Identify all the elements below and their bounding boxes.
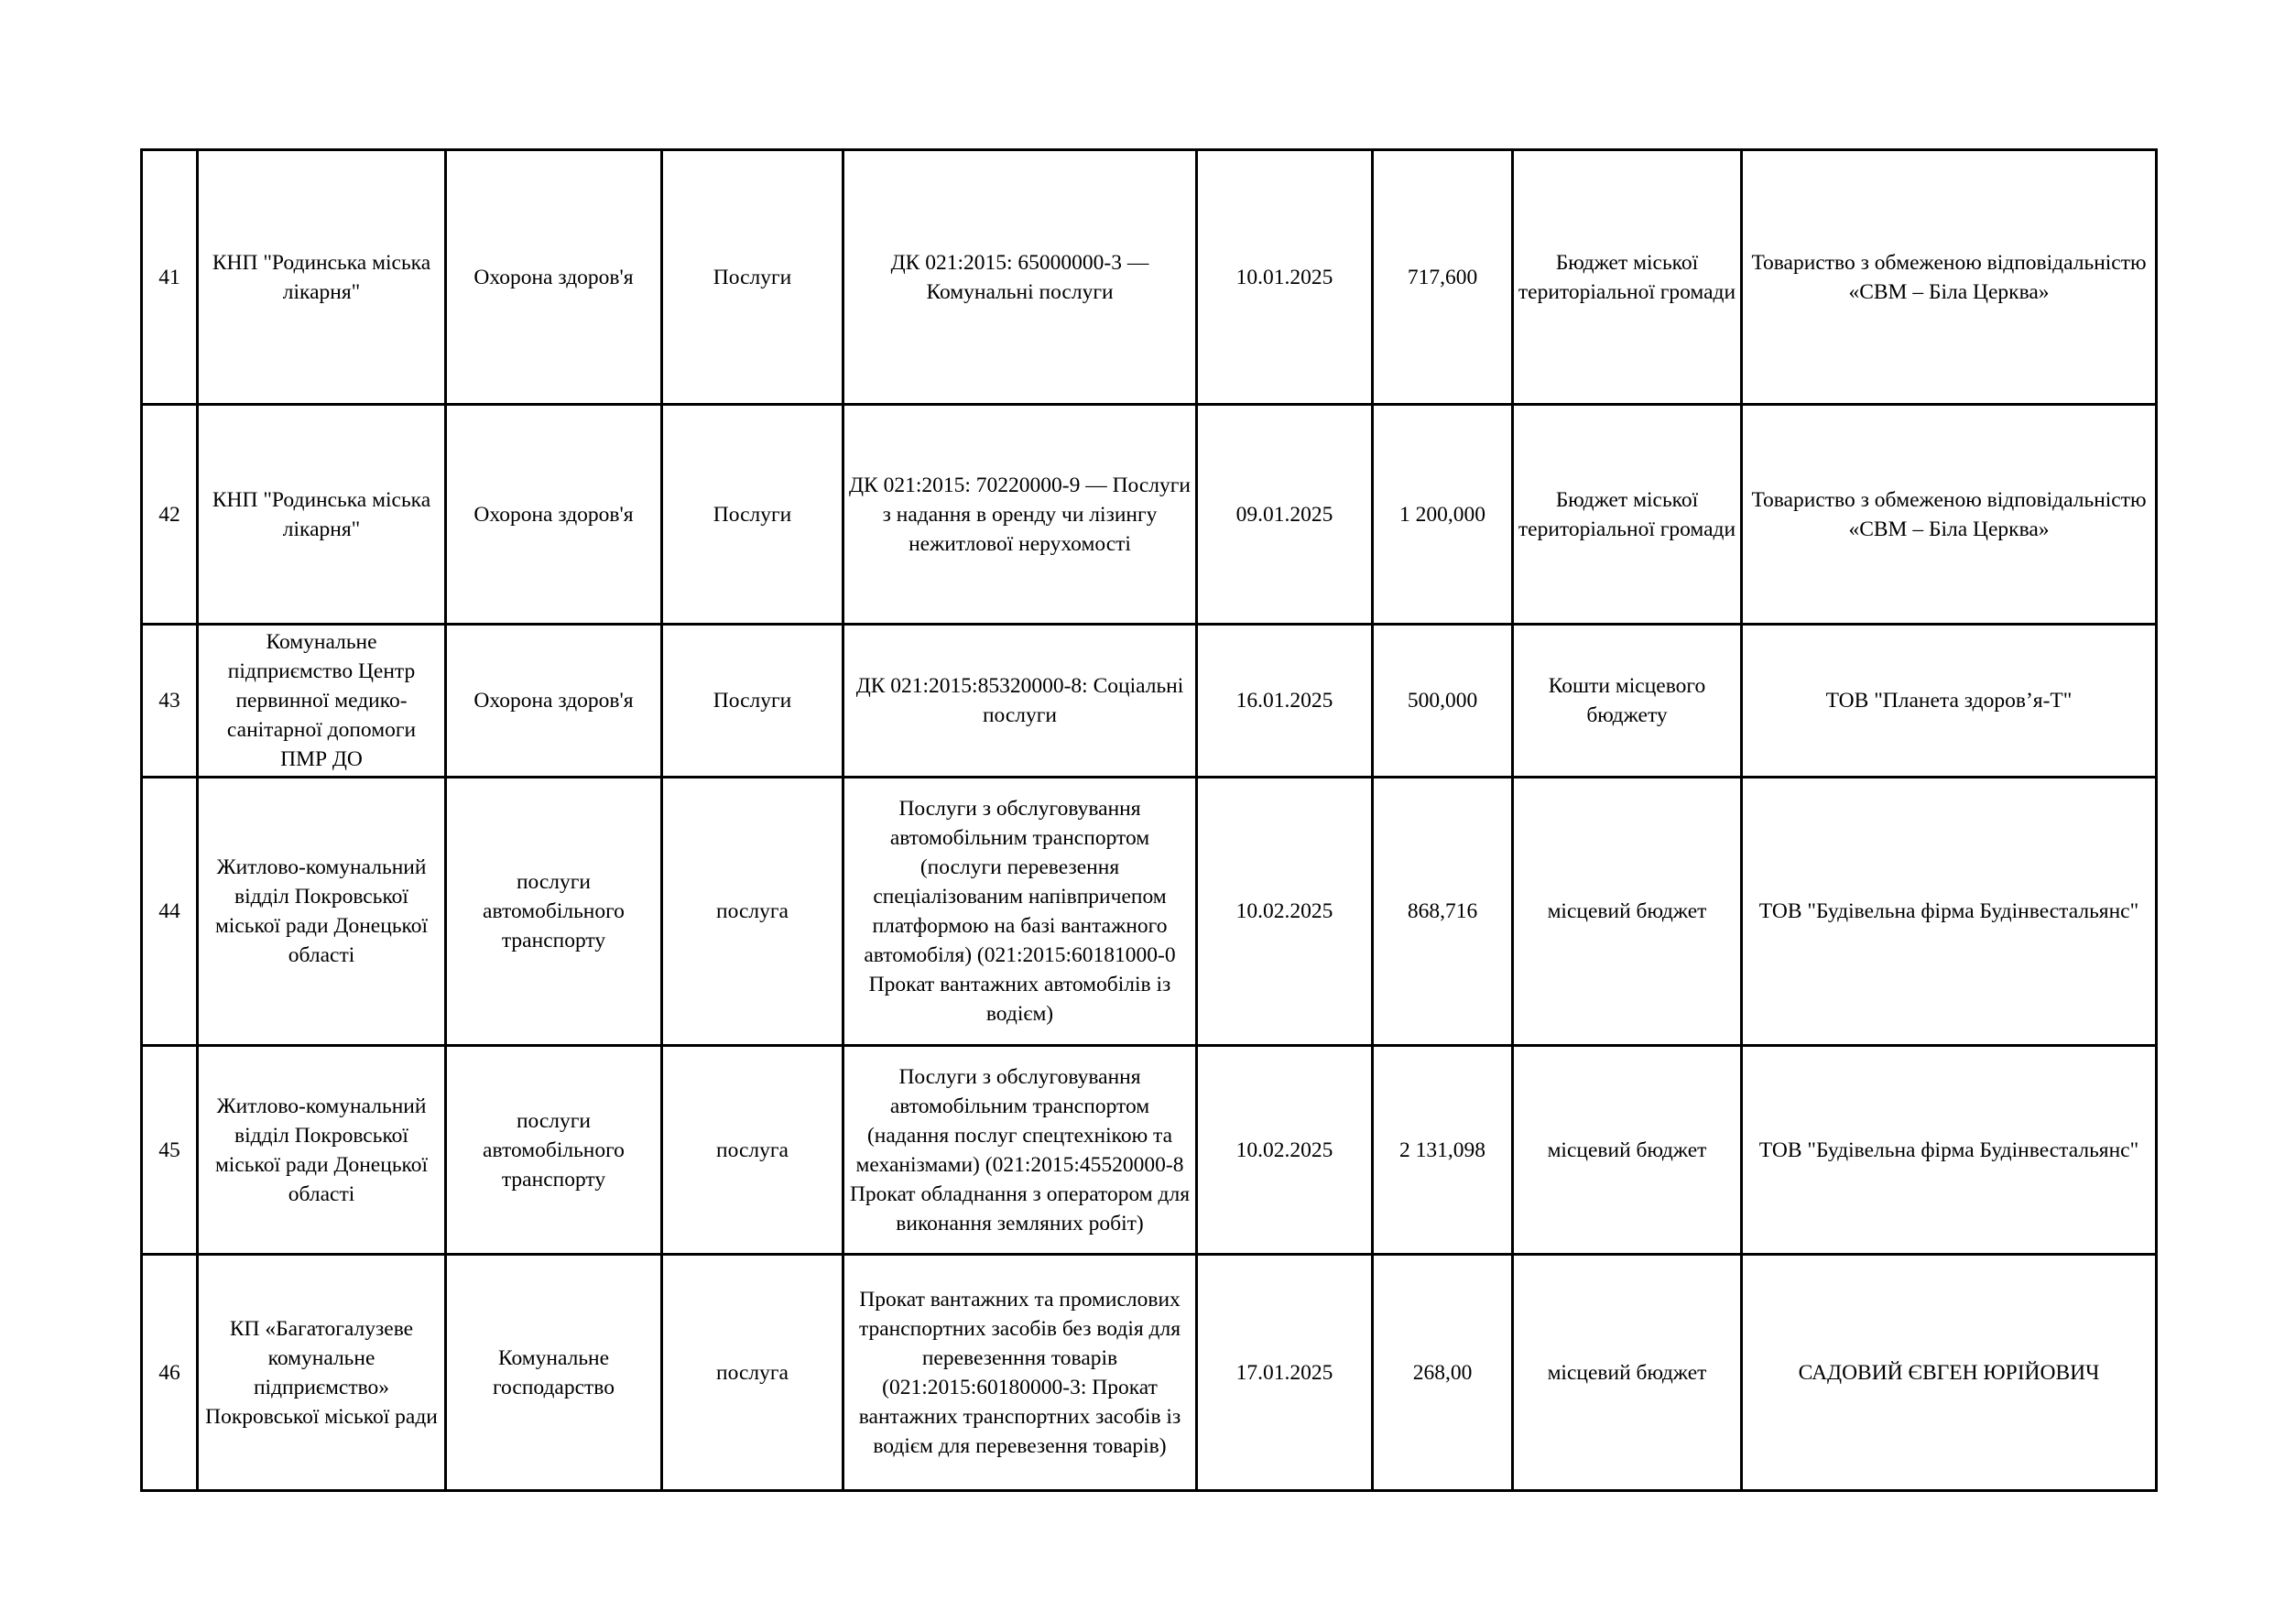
sector-cell: послуги автомобільного транспорту [446,778,662,1046]
date-cell: 17.01.2025 [1197,1255,1373,1491]
amount-cell: 868,716 [1373,778,1513,1046]
amount-cell: 1 200,000 [1373,405,1513,625]
subject-cell: ДК 021:2015: 70220000-9 — Послуги з надання в оренду чи лізингу нежитлової нерухомості [843,405,1197,625]
customer-cell: Комунальне підприємство Центр первинної медико-санітарної допомоги ПМР ДО [198,625,446,778]
customer-cell: КНП "Родинська міська лікарня" [198,405,446,625]
date-cell: 09.01.2025 [1197,405,1373,625]
amount-cell: 717,600 [1373,150,1513,405]
funding-cell: місцевий бюджет [1513,778,1742,1046]
row-number-cell: 43 [142,625,198,778]
sector-cell: послуги автомобільного транспорту [446,1046,662,1255]
date-cell: 10.02.2025 [1197,778,1373,1046]
subject-cell: ДК 021:2015:85320000-8: Соціальні послуги [843,625,1197,778]
type-cell: Послуги [662,625,843,778]
funding-cell: Бюджет міської територіальної громади [1513,150,1742,405]
funding-cell: Бюджет міської територіальної громади [1513,405,1742,625]
subject-cell: ДК 021:2015: 65000000-3 — Комунальні послуги [843,150,1197,405]
supplier-cell: Товариство з обмеженою відповідальністю «СВМ – Біла Церква» [1742,150,2157,405]
table-row [142,778,2157,1046]
type-cell: послуга [662,1255,843,1491]
customer-cell: Житлово-комунальний відділ Покровської міської ради Донецької області [198,778,446,1046]
date-cell: 16.01.2025 [1197,625,1373,778]
supplier-cell: Товариство з обмеженою відповідальністю «СВМ – Біла Церква» [1742,405,2157,625]
type-cell: Послуги [662,405,843,625]
amount-cell: 268,00 [1373,1255,1513,1491]
amount-cell: 500,000 [1373,625,1513,778]
row-number-cell: 46 [142,1255,198,1491]
date-cell: 10.01.2025 [1197,150,1373,405]
supplier-cell: ТОВ "Будівельна фірма Будінвестальянс" [1742,778,2157,1046]
table-row [142,405,2157,625]
procurement-table [140,148,2158,1492]
customer-cell: Житлово-комунальний відділ Покровської міської ради Донецької області [198,1046,446,1255]
row-number-cell: 44 [142,778,198,1046]
table-row [142,625,2157,778]
customer-cell: КП «Багатогалузеве комунальне підприємство» Покровської міської ради [198,1255,446,1491]
sector-cell: Охорона здоров'я [446,150,662,405]
row-number-cell: 45 [142,1046,198,1255]
type-cell: послуга [662,1046,843,1255]
sector-cell: Охорона здоров'я [446,405,662,625]
table-row [142,1046,2157,1255]
table-row [142,150,2157,405]
supplier-cell: ТОВ "Будівельна фірма Будінвестальянс" [1742,1046,2157,1255]
amount-cell: 2 131,098 [1373,1046,1513,1255]
date-cell: 10.02.2025 [1197,1046,1373,1255]
subject-cell: Послуги з обслуговування автомобільним транспортом (надання послуг спецтехнікою та механізмами) (021:2015:45520000-8 Прокат обладнання з оператором для виконання земляних робіт) [843,1046,1197,1255]
sector-cell: Комунальне господарство [446,1255,662,1491]
subject-cell: Послуги з обслуговування автомобільним транспортом (послуги перевезення спеціалізованим напівпричепом платформою на базі вантажного автомобіля) (021:2015:60181000-0 Прокат вантажних автомобілів із водієм) [843,778,1197,1046]
type-cell: Послуги [662,150,843,405]
supplier-cell: ТОВ "Планета здоров’я-Т" [1742,625,2157,778]
customer-cell: КНП "Родинська міська лікарня" [198,150,446,405]
funding-cell: місцевий бюджет [1513,1255,1742,1491]
subject-cell: Прокат вантажних та промислових транспортних засобів без водія для перевезенння товарів (021:2015:60180000-3: Прокат вантажних транспортних засобів із водієм для перевезення товарів) [843,1255,1197,1491]
row-number-cell: 42 [142,405,198,625]
supplier-cell: САДОВИЙ ЄВГЕН ЮРІЙОВИЧ [1742,1255,2157,1491]
funding-cell: Кошти місцевого бюджету [1513,625,1742,778]
funding-cell: місцевий бюджет [1513,1046,1742,1255]
type-cell: послуга [662,778,843,1046]
sector-cell: Охорона здоров'я [446,625,662,778]
row-number-cell: 41 [142,150,198,405]
table-row [142,1255,2157,1491]
